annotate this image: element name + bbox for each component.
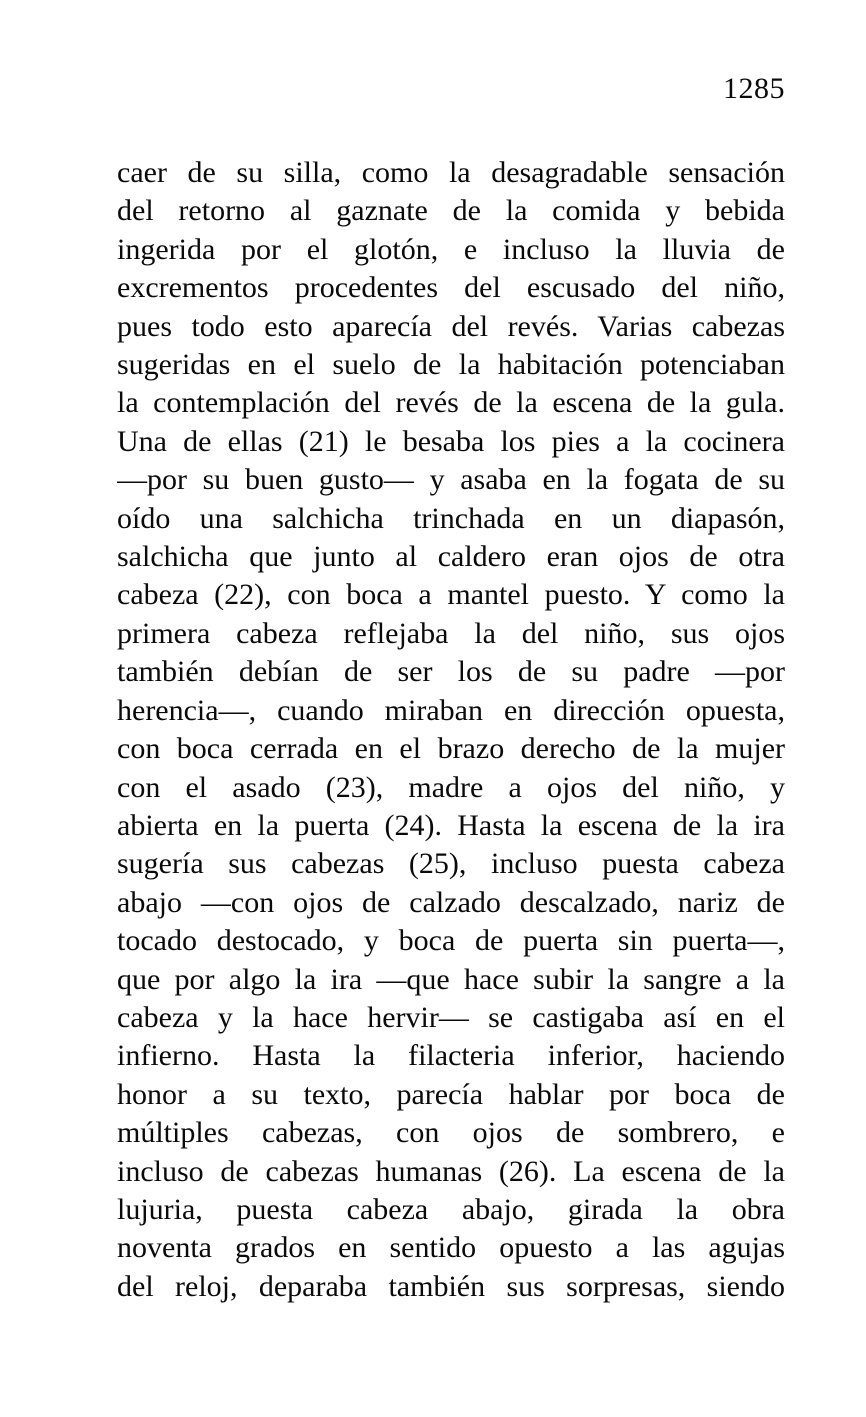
text-line: oído una salchicha trinchada en un diapasón, <box>117 501 785 535</box>
text-line: —por su buen gusto— y asaba en la fogata de su <box>117 463 785 497</box>
text-line: abierta en la puerta (24). Hasta la escena de la ira <box>117 808 785 842</box>
text-line: caer de su silla, como la desagradable sensación <box>117 156 785 189</box>
text-line: salchicha que junto al caldero eran ojos de otra <box>117 540 785 574</box>
page-number: 1285 <box>723 72 785 105</box>
text-line: excrementos procedentes del escusado del niño, <box>117 271 785 305</box>
text-line: cabeza (22), con boca a mantel puesto. Y como la <box>117 578 785 612</box>
text-line: del reloj, deparaba también sus sorpresas, siendo <box>117 1269 785 1303</box>
text-line: sugería sus cabezas (25), incluso puesta cabeza <box>117 847 785 881</box>
text-line: incluso de cabezas humanas (26). La escena de la <box>117 1154 785 1188</box>
text-line: del retorno al gaznate de la comida y bebida <box>117 194 785 228</box>
text-line: primera cabeza reflejaba la del niño, sus ojos <box>117 616 785 650</box>
text-line: infierno. Hasta la filacteria inferior, haciendo <box>117 1039 785 1073</box>
text-line: noventa grados en sentido opuesto a las agujas <box>117 1231 785 1265</box>
text-line: abajo —con ojos de calzado descalzado, nariz de <box>117 885 785 919</box>
text-line: lujuria, puesta cabeza abajo, girada la obra <box>117 1192 785 1226</box>
text-line: sugeridas en el suelo de la habitación potenciaban <box>117 348 785 382</box>
text-line: con el asado (23), madre a ojos del niño, y <box>117 770 785 804</box>
text-line: herencia—, cuando miraban en dirección opuesta, <box>117 693 785 727</box>
text-line: pues todo esto aparecía del revés. Varias cabezas <box>117 309 785 343</box>
text-line: honor a su texto, parecía hablar por boca de <box>117 1077 785 1111</box>
text-line: múltiples cabezas, con ojos de sombrero, e <box>117 1116 785 1150</box>
text-line: tocado destocado, y boca de puerta sin puerta—, <box>117 924 785 958</box>
text-line: Una de ellas (21) le besaba los pies a la cocinera <box>117 424 785 458</box>
text-line: con boca cerrada en el brazo derecho de la mujer <box>117 732 785 766</box>
text-line: cabeza y la hace hervir— se castigaba así en el <box>117 1000 785 1034</box>
text-line: la contemplación del revés de la escena de la gula. <box>117 386 785 420</box>
text-line: que por algo la ira —que hace subir la sangre a la <box>117 962 785 996</box>
text-line: ingerida por el glotón, e incluso la lluvia de <box>117 232 785 266</box>
body-text <box>117 154 785 1306</box>
text-line: también debían de ser los de su padre —por <box>117 655 785 689</box>
